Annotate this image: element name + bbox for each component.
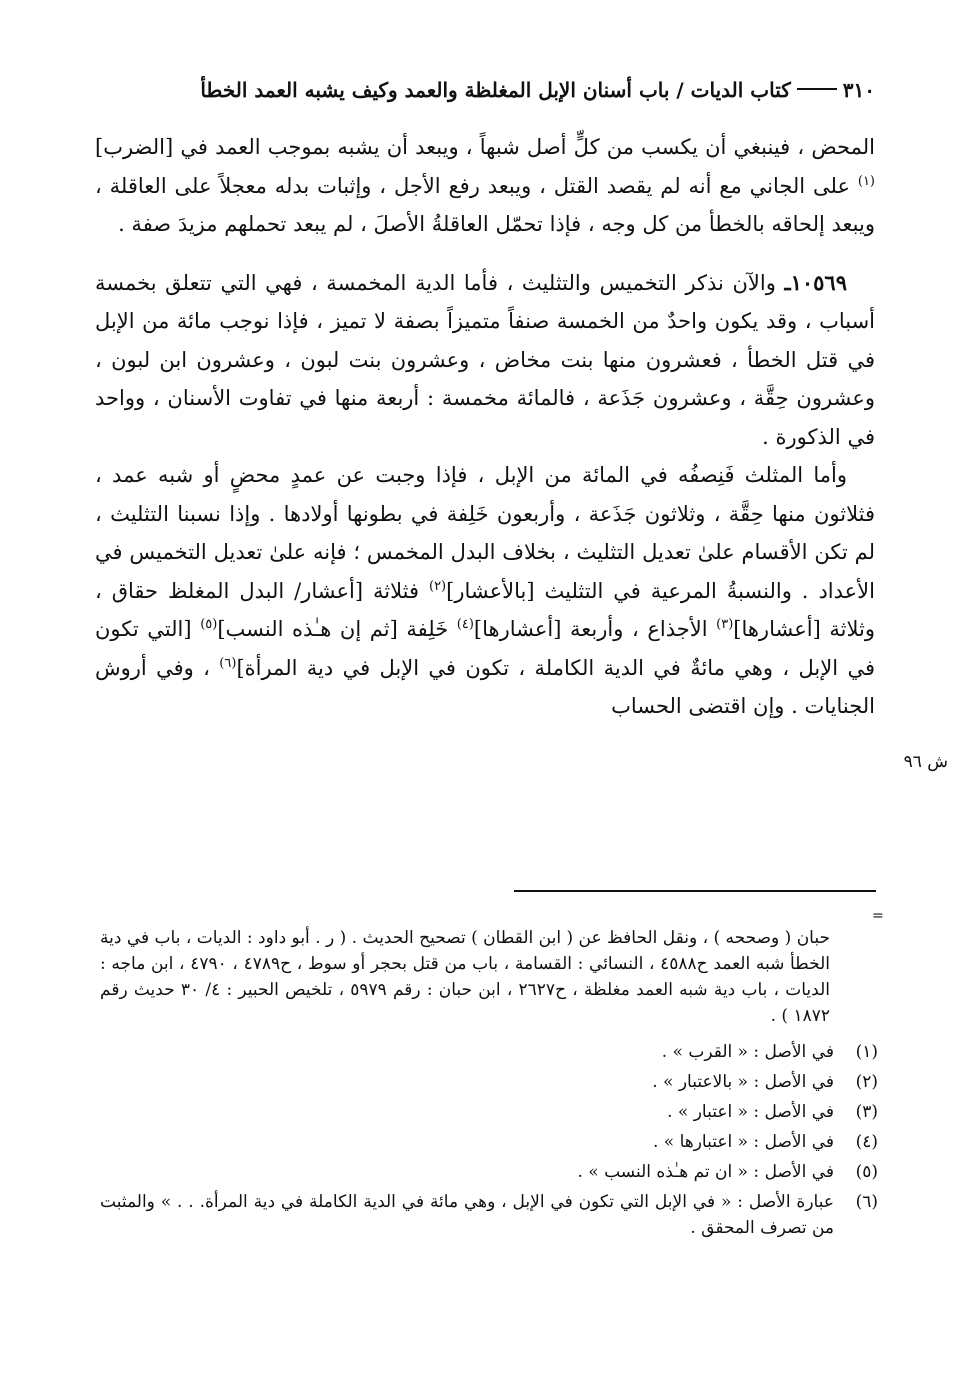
footnote-ref-6: (٦) <box>219 655 237 671</box>
text-run: فثلاثة [أعشار/ البدل المغلظ حقاق ، وثلاثة [أعشارها] <box>95 578 875 641</box>
footnote-ref-1: (١) <box>857 173 875 189</box>
text-run: ، وفي أروش الجنايات . وإن اقتضى الحساب <box>95 655 875 718</box>
header-dash <box>797 88 837 90</box>
paragraph-1 <box>95 128 875 244</box>
footnote-number: (٦) <box>855 1192 878 1212</box>
text-run: وأما المثلث فَنِصفُه في المائة من الإبل ، فإذا وجبت عن عمدٍ محضٍ أو شبه عمد ، فثلاثون منها حِقَّة ، وثلاثون جَذَعة ، وأربعون خَلِفة في بطونها أولادها . وإذا نسبنا التثليث ، لم تكن الأقسام علىٰ تعديل التثليث ، بخلاف البدل المخمس ؛ فإنه علىٰ تعديل التخميس في الأعداد . والنسبةُ المرعية في التثليث [بالأعشار] <box>95 463 875 603</box>
footnote-number: (٥) <box>855 1162 878 1182</box>
paragraph-2 <box>95 264 875 457</box>
footnote-number: (٤) <box>855 1132 878 1152</box>
footnote-text: في الأصل : « اعتبارها » . <box>652 1132 834 1152</box>
page-number: ٣١٠ <box>842 78 875 102</box>
footnote-separator <box>514 890 876 892</box>
footnote-ref-4: (٤) <box>456 617 474 632</box>
footnote-text: في الأصل : « ان تم هـٰذه النسب » . <box>577 1162 834 1182</box>
text-run: المحض ، فينبغي أن يكسب من كلٍّ أصل شبهاً ، ويبعد أن يشبه بموجب العمد في [الضرب] <box>95 135 875 159</box>
footnote-ref-2: (٢) <box>428 578 447 594</box>
paragraph-number: ١٠٥٦٩ـ <box>784 269 847 295</box>
footnote-text: في الأصل : « بالاعتبار » . <box>652 1072 834 1092</box>
footnotes <box>100 925 878 1241</box>
footnote-text: عبارة الأصل : « في الإبل التي تكون في الإبل ، وهي مائة في الدية الكاملة في دية المرأة. . . » والمثبت من تصرف المحقق . <box>100 1192 834 1238</box>
manuscript-folio-note: ش ٩٦ <box>903 752 948 772</box>
main-text <box>95 128 875 726</box>
header-title: كتاب الديات / باب أسنان الإبل المغلظة والعمد وكيف يشبه العمد الخطأ <box>200 78 791 102</box>
footnote-item <box>100 1039 878 1065</box>
text-run: [التي تكون في الإبل ، وهي مائةٌ في الدية الكاملة ، تكون في الإبل في دية المرأة] <box>95 617 875 680</box>
footnote-continuation: حبان ( وصححه ) ، ونقل الحافظ عن ( ابن القطان ) تصحيح الحديث . ( ر . أبو داود : الديات ، باب في دية الخطأ شبه العمد ح٤٥٨٨ ، النسائي : القسامة ، باب من قتل بحجر أو سوط ، ح٤٧٨٩ ، ٤٧٩٠ ، ابن ماجه : الديات ، باب دية شبه العمد مغلظة ، ح٢٦٢٧ ، ابن حبان : رقم ٥٩٧٩ ، تلخيص الحبير : ٤/ ٣٠ حديث رقم ١٨٧٢ ) . <box>100 928 830 1026</box>
text-run: على الجاني مع أنه لم يقصد القتل ، ويبعد رفع الأجل ، وإثبات بدله معجلاً على العاقلة ، ويبعد إلحاقه بالخطأ من كل وجه ، فإذا تحمّل العاقلةُ الأصلَ ، لم يبعد تحملهم مزيدَ صفة . <box>95 173 875 236</box>
paragraph-3 <box>95 456 875 726</box>
footnote-ref-3: (٣) <box>716 617 734 632</box>
footnote-item <box>100 1129 878 1155</box>
text-run: والآن نذكر التخميس والتثليث ، فأما الدية المخمسة ، فهي التي تتعلق بخمسة أسباب ، وقد يكون واحدٌ من الخمسة صنفاً متميزاً بصفة لا تميز ، فإذا نوجب مائة من الإبل في قتل الخطأ ، فعشرون منها بنت مخاض ، وعشرون بنت لبون ، وعشرون ابن لبون ، وعشرون حِقَّة ، وعشرون جَذَعة ، فالمائة مخمسة : أربعة منها في تفاوت الأسنان ، وواحد في الذكورة . <box>95 270 875 449</box>
footnote-ref-5: (٥) <box>200 617 218 632</box>
footnote-number: (٣) <box>855 1102 878 1122</box>
text-run: خَلِفة [ثم إن هـٰذه النسب] <box>217 617 457 641</box>
footnote-item <box>100 1069 878 1095</box>
footnote-text: في الأصل : « اعتبار » . <box>667 1102 834 1122</box>
footnote-number: (١) <box>855 1042 878 1062</box>
continuation-mark: = <box>872 908 884 924</box>
footnote-item <box>100 1159 878 1185</box>
text-run: الأجذاع ، وأربعة [أعشارها] <box>473 617 717 641</box>
footnote-text: في الأصل : « القرب » . <box>661 1042 834 1062</box>
running-header <box>95 78 875 102</box>
footnote-item <box>100 1099 878 1125</box>
footnote-number: (٢) <box>855 1072 878 1092</box>
footnote-item <box>100 1189 878 1241</box>
